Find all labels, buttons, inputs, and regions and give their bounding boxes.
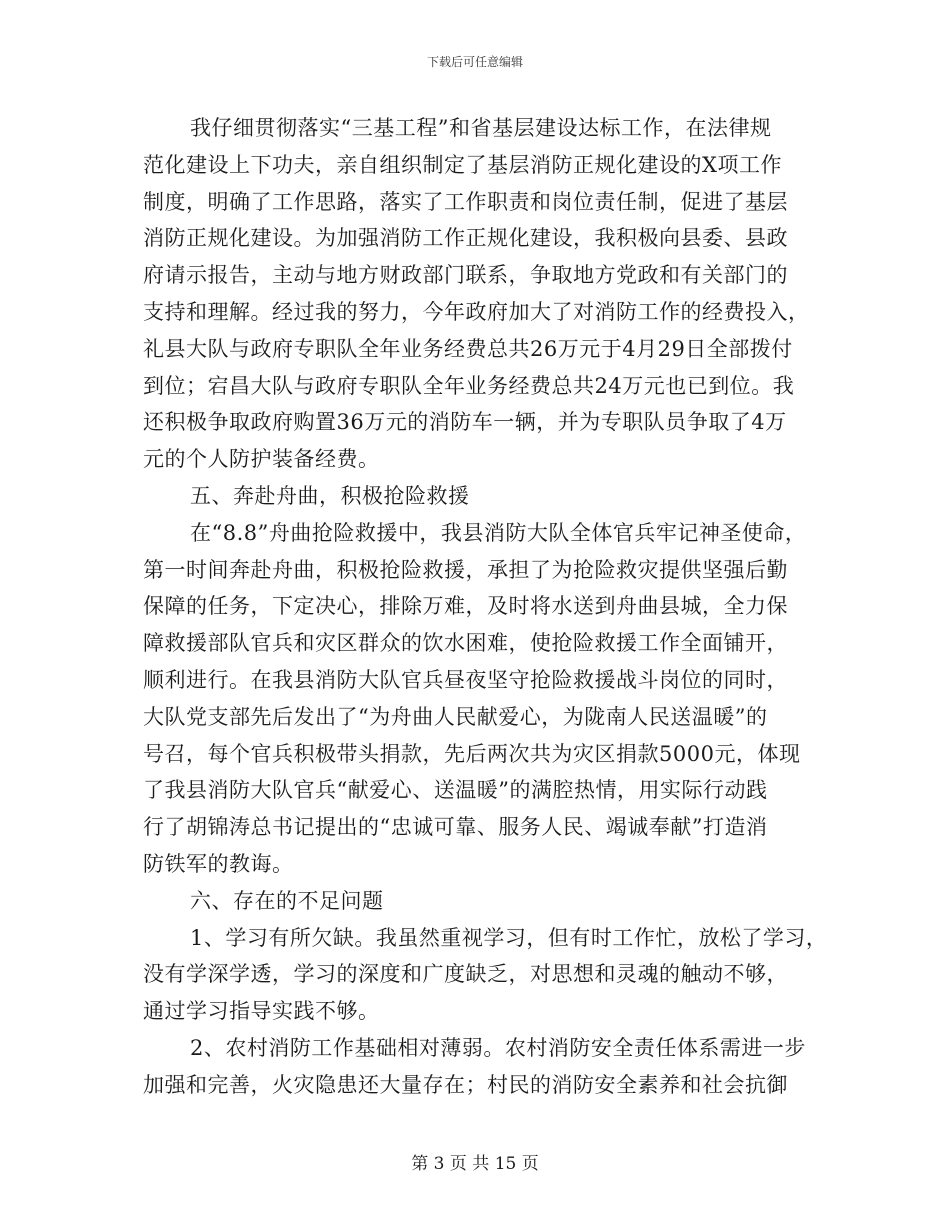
text-line: 第一时间奔赴舟曲，积极抢险救援，承担了为抢险救灾提供坚强后勤 [143,557,788,582]
text-line: 障救援部队官兵和灾区群众的饮水困难，使抢险救援工作全面铺开， [143,631,788,656]
section-heading: 六、存在的不足问题 [190,888,384,913]
text-line: 加强和完善，火灾隐患还大量存在；村民的消防安全素养和社会抗御 [143,1072,788,1097]
text-line: 1、学习有所欠缺。我虽然重视学习，但有时工作忙，放松了学习， [190,925,828,950]
text-line: 还积极争取政府购置36万元的消防车一辆，并为专职队员争取了4万 [143,410,787,435]
section-heading: 五、奔赴舟曲，积极抢险救援 [190,483,470,508]
document-body [143,110,863,1104]
text-line: 大队党支部先后发出了“为舟曲人民献爱心，为陇南人民送温暖”的 [143,704,768,729]
paragraph-rural [143,1030,863,1104]
text-line: 了我县消防大队官兵“献爱心、送温暖”的满腔热情，用实际行动践 [143,778,768,803]
text-line: 防铁军的教诲。 [143,851,294,876]
paragraph-rescue [143,515,863,883]
page-number-footer: 第 3 页 共 15 页 [411,1154,539,1174]
text-line: 行了胡锦涛总书记提出的“忠诚可靠、服务人民、竭诚奉献”打造消 [143,815,768,840]
text-line: 元的个人防护装备经费。 [143,447,380,472]
text-line: 我仔细贯彻落实“三基工程”和省基层建设达标工作，在法律规 [190,116,772,140]
text-line: 顺利进行。在我县消防大队官兵昼夜坚守抢险救援战斗岗位的同时， [143,667,788,692]
text-line: 范化建设上下功夫，亲自组织制定了基层消防正规化建设的X项工作 [143,152,782,177]
paragraph-study [143,920,863,1030]
text-line: 礼县大队与政府专职队全年业务经费总共26万元于4月29日全部拨付 [143,336,793,361]
text-line: 没有学深学透，学习的深度和广度缺乏，对思想和灵魂的触动不够， [143,962,788,987]
text-line: 2、农村消防工作基础相对薄弱。农村消防安全责任体系需进一步 [190,1035,806,1060]
text-line: 支持和理解。经过我的努力，今年政府加大了对消防工作的经费投入， [143,299,810,324]
section-heading-problems [143,883,863,920]
text-line: 通过学习指导实践不够。 [143,999,380,1024]
text-line: 号召，每个官兵积极带头捐款，先后两次共为灾区捐款5000元，体现 [143,741,801,766]
text-line: 府请示报告，主动与地方财政部门联系，争取地方党政和有关部门的 [143,263,788,288]
text-line: 制度，明确了工作思路，落实了工作职责和岗位责任制，促进了基层 [143,189,788,214]
text-line: 到位；宕昌大队与政府专职队全年业务经费总共24万元也已到位。我 [143,373,795,398]
paragraph-funding [143,110,863,478]
text-line: 消防正规化建设。为加强消防工作正规化建设，我积极向县委、县政 [143,226,788,251]
text-line: 保障的任务，下定决心，排除万难，及时将水送到舟曲县城，全力保 [143,594,788,619]
page-header: 下载后可任意编辑 [426,55,523,69]
text-line: 在“8.8”舟曲抢险救援中，我县消防大队全体官兵牢记神圣使命， [190,520,807,545]
section-heading-rescue [143,478,863,515]
